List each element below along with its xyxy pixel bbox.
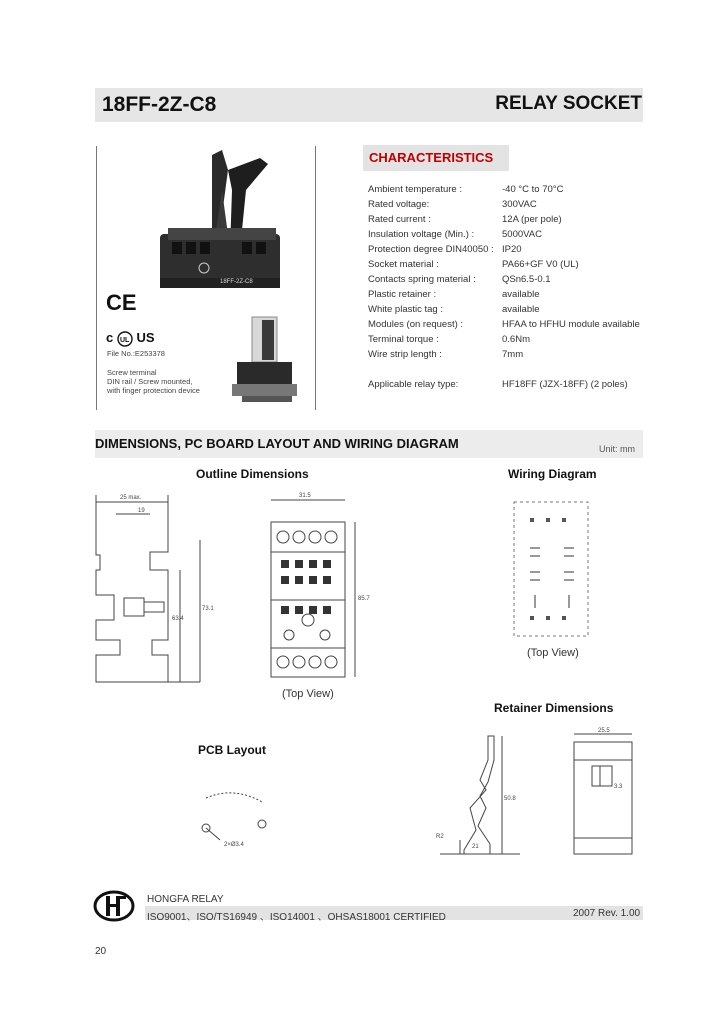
spec-label: Plastic retainer : <box>368 289 437 300</box>
dim-ret-bottom: 21 <box>472 844 479 850</box>
hongfa-logo-icon <box>93 890 135 922</box>
top-view-caption: (Top View) <box>282 688 334 700</box>
spec-value: QSn6.5-0.1 <box>502 274 551 285</box>
pcb-title: PCB Layout <box>198 743 267 757</box>
dimensions-heading: DIMENSIONS, PC BOARD LAYOUT AND WIRING DIAGRAM <box>95 436 459 451</box>
ul-file-no: File No.:E253378 <box>107 349 165 358</box>
outline-top-view <box>265 490 375 690</box>
note-line: with finger protection device <box>107 386 200 395</box>
spec-label: Wire strip length : <box>368 349 442 360</box>
dim-ret-r: R2 <box>436 834 444 840</box>
dim-ret-h: 50.8 <box>504 796 516 802</box>
brand-name: HONGFA RELAY <box>147 894 224 905</box>
spec-value: available <box>502 289 540 300</box>
wiring-caption: (Top View) <box>527 647 579 659</box>
spec-value: 5000VAC <box>502 229 542 240</box>
revision-text: 2007 Rev. 1.00 <box>573 908 641 919</box>
socket-label: 18FF-2Z-C8 <box>220 279 253 285</box>
socket-photo <box>150 150 290 300</box>
spec-label: Terminal torque : <box>368 334 439 345</box>
note-line: DIN rail / Screw mounted, <box>107 377 193 386</box>
spec-value: 12A (per pole) <box>502 214 562 225</box>
spec-label: Ambient temperature : <box>368 184 462 195</box>
retainer-title: Retainer Dimensions <box>494 701 614 715</box>
dim-w-side: 25 max. <box>120 495 142 501</box>
spec-label: White plastic tag : <box>368 304 443 315</box>
dim-pcb-hole: 2×Ø3.4 <box>224 842 244 848</box>
spec-value: 7mm <box>502 349 524 360</box>
applicable-label: Applicable relay type: <box>368 379 459 390</box>
spec-label: Contacts spring material : <box>368 274 476 285</box>
pcb-layout <box>190 790 280 850</box>
spec-value: -40 °C to 70°C <box>502 184 564 195</box>
spec-value: 300VAC <box>502 199 537 210</box>
characteristics-header: CHARACTERISTICS <box>363 145 509 171</box>
dim-h-side-inner: 63.4 <box>172 616 184 622</box>
spec-label: Modules (on request) : <box>368 319 464 330</box>
certifications-text: ISO9001、ISO/TS16949 、ISO14001 、OHSAS18001 CERTIFIED <box>147 912 446 923</box>
spec-label: Rated current : <box>368 214 431 225</box>
wiring-title: Wiring Diagram <box>508 467 597 481</box>
ul-logo-icon <box>117 331 133 347</box>
outline-title: Outline Dimensions <box>196 467 309 481</box>
ul-c-label: c <box>106 330 114 345</box>
ul-mark-icon <box>106 330 155 347</box>
right-panel-border <box>315 146 316 410</box>
spec-label: Insulation voltage (Min.) : <box>368 229 475 240</box>
spec-label: Rated voltage: <box>368 199 430 210</box>
page-number: 20 <box>95 946 107 957</box>
spec-value: PA66+GF V0 (UL) <box>502 259 579 270</box>
dim-h-top: 85.7 <box>358 596 370 602</box>
dim-ret-w: 25.5 <box>598 728 610 734</box>
dim-ret-inner: 3.3 <box>614 784 623 790</box>
retainer-side-view <box>430 730 530 860</box>
retainer-front-view <box>570 728 640 863</box>
dim-h-side: 73.1 <box>202 606 214 612</box>
dim-w-side-inner: 19 <box>138 508 145 514</box>
spec-label: Socket material : <box>368 259 439 270</box>
spec-value: 0.6Nm <box>502 334 530 345</box>
dim-w-top: 31.5 <box>299 493 311 499</box>
ul-us-label: US <box>136 330 155 345</box>
product-title: RELAY SOCKET <box>495 93 642 114</box>
model-title: 18FF-2Z-C8 <box>102 93 217 116</box>
note-line: Screw terminal <box>107 368 157 377</box>
wiring-diagram <box>512 500 592 640</box>
spec-value: HFAA to HFHU module available <box>502 319 640 330</box>
outline-side-view <box>90 490 214 690</box>
spec-value: available <box>502 304 540 315</box>
applicable-value: HF18FF (JZX-18FF) (2 poles) <box>502 379 628 390</box>
spec-value: IP20 <box>502 244 522 255</box>
spec-label: Protection degree DIN40050 : <box>368 244 494 255</box>
unit-label: Unit: mm <box>599 444 635 454</box>
socket-photo-mounted <box>232 312 302 407</box>
left-panel-border <box>96 146 97 410</box>
svg-text:UL: UL <box>119 336 130 344</box>
ce-mark-icon: CE <box>106 290 137 315</box>
